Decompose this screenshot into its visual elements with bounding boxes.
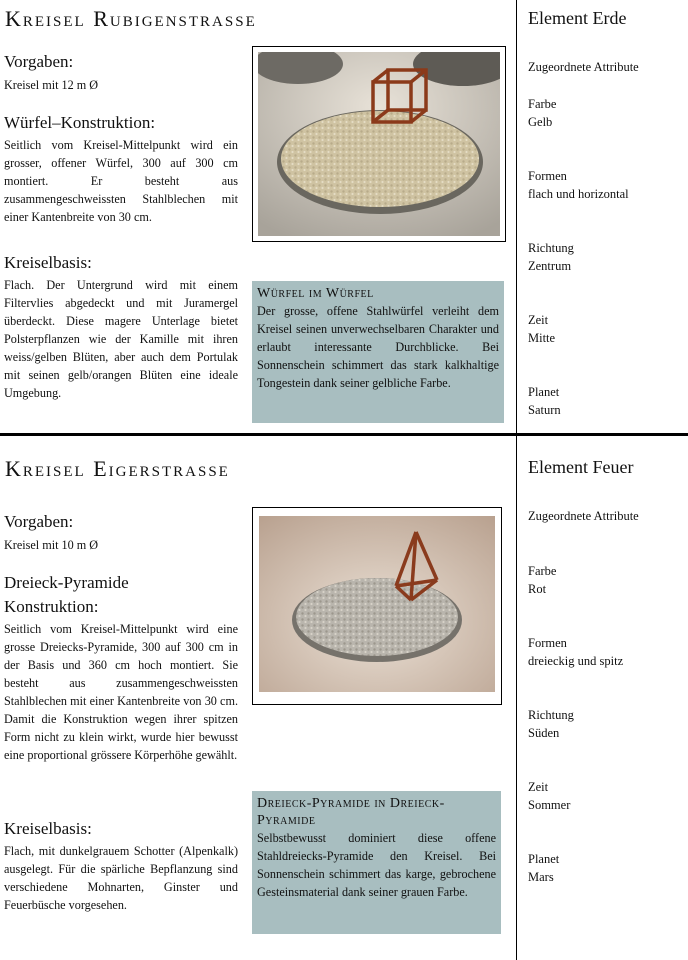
attribute-planet xyxy=(528,850,559,886)
attribute-label: Farbe xyxy=(528,564,557,578)
element-heading: Element Erde xyxy=(528,8,627,28)
attribute-label: Formen xyxy=(528,636,567,650)
element-sidebar-erde xyxy=(528,0,683,433)
attribute-label: Formen xyxy=(528,169,567,183)
attribute-value: Mitte xyxy=(528,331,556,345)
attribute-label: Zeit xyxy=(528,780,549,794)
konstruktion-text: Seitlich vom Kreisel-Mittelpunkt wird eine grosse Dreiecks-Pyramide, 300 auf 300 cm in der Basis und 360 cm hoch montiert. Sie besteht aus zusammengeschweissten Stahlblechen mit einer Kantenbreite von 30 cm. Damit die Konstruktion wegen ihrer spitzen Form nicht zu klein wirkt, wurde hier bewusst eine proportional grössere Körperhöhe gewählt. xyxy=(4,622,238,762)
attribute-planet xyxy=(528,383,561,419)
konstruktion-heading: Dreieck-Pyramide xyxy=(4,573,129,592)
attribute-value: flach und horizontal xyxy=(528,187,629,201)
section-rubigenstrasse xyxy=(0,0,516,433)
pyramid-model-image xyxy=(259,516,495,692)
attribute-farbe xyxy=(528,562,556,598)
note-title: Dreieck-Pyramide in Dreieck-Pyramide xyxy=(257,796,445,828)
attribute-value: Mars xyxy=(528,870,554,884)
attribute-value: dreieckig und spitz xyxy=(528,654,624,668)
cube-model-image xyxy=(258,52,500,236)
note-title: Würfel im Würfel xyxy=(257,286,374,301)
attribute-value: Süden xyxy=(528,726,560,740)
attributes-subheading: Zugeordnete Attribute xyxy=(528,509,639,523)
vorgaben-text: Kreisel mit 12 m Ø xyxy=(4,78,99,92)
attribute-label: Planet xyxy=(528,385,560,399)
attribute-richtung xyxy=(528,706,574,742)
attribute-value: Sommer xyxy=(528,798,571,812)
vorgaben-heading: Vorgaben: xyxy=(4,52,74,71)
attribute-label: Planet xyxy=(528,852,560,866)
basis-heading: Kreiselbasis: xyxy=(4,819,92,838)
attributes-subheading: Zugeordnete Attribute xyxy=(528,60,639,74)
attribute-value: Zentrum xyxy=(528,259,572,273)
konstruktion-text: Seitlich vom Kreisel-Mittelpunkt wird ein grosser, offener Würfel, 300 auf 300 cm montiert. Er besteht aus zusammengeschweissten Stahlblechen mit einer Kantenbreite von 30 cm. xyxy=(4,138,238,224)
attribute-label: Richtung xyxy=(528,241,574,255)
element-heading: Element Feuer xyxy=(528,457,634,477)
vorgaben-text: Kreisel mit 10 m Ø xyxy=(4,538,99,552)
attribute-label: Zeit xyxy=(528,313,549,327)
attribute-formen xyxy=(528,167,629,203)
note-text: Selbstbewusst dominiert diese offene Stahldreiecks-Pyramide den Kreisel. Bei Sonnenschein schimmert das karge, gebrochene Gesteinsmaterial dank seiner grauen Farbe. xyxy=(257,831,496,899)
attribute-formen xyxy=(528,634,623,670)
section-title: Kreisel Eigerstrasse xyxy=(5,456,230,481)
note-text: Der grosse, offene Stahlwürfel verleiht dem Kreisel seinen unverwechselbaren Charakter und erlaubt interessante Durchblicke. Bei Sonnenschein schimmert das stark kalkhaltige Tongestein dank seiner gelbliche Farbe. xyxy=(257,304,499,390)
section-eigerstrasse xyxy=(0,436,516,960)
attribute-label: Farbe xyxy=(528,97,557,111)
basis-heading: Kreiselbasis: xyxy=(4,253,92,272)
basis-text: Flach. Der Untergrund wird mit einem Filtervlies abgedeckt und mit Juramergel überdeckt. Diese magere Unterlage bietet Polsterpflanzen wie der Kamille mit ihren weiss/gelben Blüten, aber auch dem Portulak mit seinen gelb/orangen Blüten eine ideale Umgebung. xyxy=(4,278,238,400)
photo-pyramid-model xyxy=(252,507,502,705)
attribute-value: Saturn xyxy=(528,403,561,417)
element-sidebar-feuer xyxy=(528,436,683,960)
basis-text: Flach, mit dunkelgrauem Schotter (Alpenkalk) ausgelegt. Für die spärliche Bepflanzung sind verschiedene Mohnarten, Ginster und Feuerbüsche vorgesehen. xyxy=(4,844,238,912)
note-box xyxy=(252,281,504,423)
photo-cube-model xyxy=(252,46,506,242)
attribute-label: Richtung xyxy=(528,708,574,722)
attribute-richtung xyxy=(528,239,574,275)
attribute-farbe xyxy=(528,95,556,131)
note-box xyxy=(252,791,501,934)
konstruktion-heading: Würfel–Konstruktion: xyxy=(4,113,156,132)
attribute-value: Gelb xyxy=(528,115,553,129)
vorgaben-heading: Vorgaben: xyxy=(4,512,74,531)
attribute-zeit xyxy=(528,311,555,347)
section-title: Kreisel Rubigenstrasse xyxy=(5,6,257,31)
attribute-value: Rot xyxy=(528,582,547,596)
attribute-zeit xyxy=(528,778,570,814)
konstruktion-heading-cont: Konstruktion: xyxy=(4,597,99,616)
column-divider xyxy=(516,0,517,960)
